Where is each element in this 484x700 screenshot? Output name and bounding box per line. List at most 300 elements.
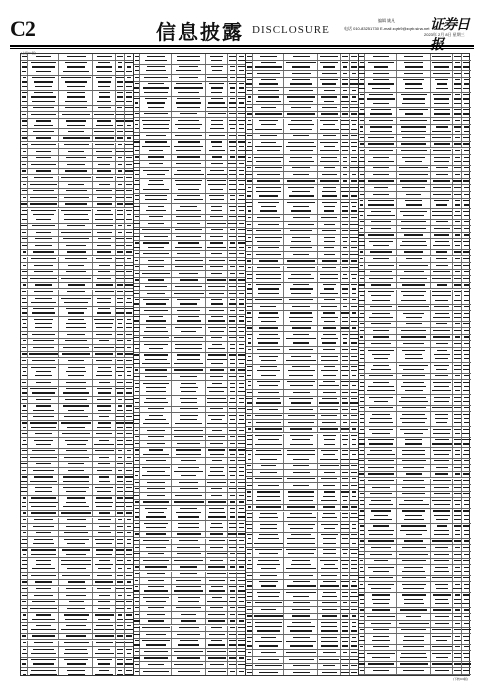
text-line	[464, 422, 469, 423]
text-line	[342, 485, 348, 486]
table-cell	[397, 406, 431, 412]
table-cell	[350, 235, 359, 245]
text-line	[434, 487, 449, 488]
text-line	[359, 663, 365, 664]
table-cell	[341, 229, 350, 235]
text-line	[454, 554, 462, 555]
text-line	[22, 219, 27, 220]
text-line	[403, 313, 423, 314]
text-line	[255, 444, 282, 445]
table-row	[246, 105, 358, 112]
table-cell	[140, 632, 172, 638]
table-cell	[21, 156, 28, 162]
table-cell	[341, 332, 350, 346]
text-line	[259, 385, 277, 386]
text-line	[211, 273, 222, 274]
table-cell	[125, 317, 134, 331]
text-line	[127, 532, 131, 533]
text-line	[464, 467, 468, 468]
table-cell	[365, 582, 397, 592]
table-cell	[341, 298, 350, 304]
table-row	[359, 628, 472, 635]
text-line	[247, 146, 252, 147]
table-cell	[134, 112, 141, 118]
text-line	[455, 534, 461, 535]
text-line	[342, 321, 348, 322]
table-row	[246, 78, 358, 89]
text-line	[258, 392, 280, 393]
text-line	[67, 334, 85, 335]
text-line	[180, 303, 196, 304]
table-cell	[21, 202, 28, 208]
text-line	[238, 607, 244, 608]
text-line	[343, 167, 348, 168]
text-line	[432, 56, 451, 57]
table-cell	[93, 496, 116, 510]
table-cell	[172, 221, 206, 227]
text-line	[257, 349, 280, 350]
text-line	[360, 670, 364, 671]
text-line	[247, 585, 252, 586]
text-line	[145, 369, 168, 370]
text-line	[238, 260, 244, 261]
table-cell	[246, 259, 253, 265]
text-line	[341, 202, 348, 203]
text-line	[147, 293, 164, 294]
table-cell	[206, 97, 229, 111]
text-line	[229, 320, 235, 321]
table-cell	[350, 347, 359, 353]
table-cell	[431, 135, 454, 141]
text-line	[246, 62, 252, 63]
text-line	[352, 496, 356, 497]
text-line	[126, 96, 132, 97]
text-line	[178, 516, 199, 517]
text-line	[65, 340, 87, 341]
text-line	[360, 228, 363, 229]
text-line	[368, 584, 393, 585]
table-cell	[172, 140, 206, 154]
table-cell	[284, 61, 318, 71]
table-row	[134, 228, 246, 235]
text-line	[293, 581, 310, 582]
text-line	[23, 258, 26, 259]
text-line	[373, 636, 388, 637]
text-line	[454, 187, 461, 188]
table-cell	[350, 657, 359, 663]
table-cell	[116, 414, 125, 420]
table-cell	[93, 106, 116, 112]
text-line	[230, 508, 235, 509]
table-cell	[246, 407, 253, 413]
table-cell	[318, 71, 341, 77]
table-cell	[228, 545, 237, 551]
text-line	[289, 409, 313, 410]
table-cell	[206, 241, 229, 251]
text-line	[360, 504, 363, 505]
table-cell	[359, 509, 366, 523]
table-cell	[365, 149, 397, 155]
text-line	[229, 113, 235, 114]
text-line	[134, 560, 139, 561]
table-cell	[431, 374, 454, 380]
table-cell	[125, 641, 134, 647]
table-cell	[431, 662, 454, 668]
table-row	[246, 215, 358, 222]
table-cell	[140, 500, 172, 506]
text-line	[257, 73, 281, 74]
table-cell	[228, 75, 237, 81]
text-line	[359, 390, 364, 391]
table-column	[359, 54, 472, 675]
table-cell	[284, 235, 318, 245]
table-cell	[359, 406, 366, 412]
table-cell	[365, 559, 397, 565]
table-row	[21, 283, 133, 290]
table-cell	[431, 492, 454, 498]
text-line	[180, 408, 198, 409]
table-cell	[21, 558, 28, 572]
text-line	[174, 337, 203, 338]
table-cell	[397, 135, 431, 141]
table-cell	[172, 258, 206, 264]
table-cell	[206, 407, 229, 413]
text-line	[323, 381, 335, 382]
table-cell	[172, 632, 206, 638]
text-line	[23, 519, 26, 520]
table-cell	[206, 612, 229, 618]
text-line	[463, 120, 469, 121]
text-line	[454, 407, 462, 408]
text-line	[230, 363, 234, 364]
text-line	[293, 637, 310, 638]
table-cell	[93, 475, 116, 485]
table-cell	[59, 359, 93, 365]
text-line	[21, 487, 27, 488]
text-line	[238, 580, 244, 581]
text-line	[464, 234, 469, 235]
table-cell	[341, 112, 350, 118]
table-column	[246, 54, 359, 675]
text-line	[321, 338, 338, 339]
text-line	[247, 274, 253, 275]
text-line	[176, 184, 202, 185]
table-cell	[116, 647, 125, 657]
table-cell	[134, 649, 141, 655]
text-line	[22, 190, 27, 191]
text-line	[321, 360, 338, 361]
table-cell	[397, 348, 431, 362]
text-line	[239, 184, 243, 185]
table-cell	[453, 498, 462, 508]
table-cell	[59, 332, 93, 338]
table-cell	[125, 54, 134, 60]
text-line	[464, 515, 469, 516]
table-cell	[206, 336, 229, 342]
table-cell	[172, 118, 206, 132]
table-cell	[253, 590, 285, 600]
table-cell	[228, 54, 237, 64]
text-line	[248, 120, 251, 121]
table-cell	[59, 587, 93, 593]
text-line	[351, 241, 358, 242]
table-cell	[28, 76, 60, 90]
table-cell	[365, 209, 397, 219]
text-line	[247, 496, 251, 497]
table-cell	[140, 251, 172, 257]
text-line	[64, 659, 89, 660]
text-line	[116, 601, 124, 602]
text-line	[98, 649, 110, 650]
text-line	[342, 360, 348, 361]
text-line	[22, 549, 27, 550]
text-line	[404, 540, 424, 541]
text-line	[434, 365, 449, 366]
table-cell	[462, 322, 471, 328]
text-line	[63, 392, 89, 393]
text-line	[229, 331, 235, 332]
table-cell	[134, 669, 141, 675]
table-cell	[21, 414, 28, 420]
text-line	[35, 491, 52, 492]
table-cell	[125, 149, 134, 155]
table-row	[134, 545, 246, 552]
table-row	[359, 61, 472, 72]
text-line	[238, 627, 246, 628]
text-line	[321, 568, 338, 569]
text-line	[454, 317, 461, 318]
text-line	[238, 60, 244, 61]
text-line	[118, 568, 122, 569]
text-line	[454, 215, 462, 216]
text-line	[33, 663, 53, 664]
text-line	[342, 402, 349, 403]
text-line	[400, 429, 428, 430]
table-cell	[462, 276, 471, 282]
text-line	[134, 359, 139, 360]
text-line	[351, 142, 356, 143]
text-line	[22, 629, 27, 630]
table-cell	[431, 185, 454, 191]
table-cell	[21, 136, 28, 142]
text-line	[22, 388, 26, 389]
text-line	[343, 90, 347, 91]
text-line	[248, 560, 251, 561]
text-line	[342, 392, 349, 393]
text-line	[323, 435, 336, 436]
text-line	[23, 184, 26, 185]
table-cell	[397, 270, 431, 276]
table-cell	[28, 345, 60, 351]
table-cell	[206, 480, 229, 486]
table-cell	[172, 448, 206, 458]
text-line	[180, 566, 197, 567]
text-line	[64, 144, 89, 145]
text-line	[292, 609, 310, 610]
text-line	[402, 137, 426, 138]
text-line	[247, 478, 252, 479]
text-line	[125, 353, 133, 354]
text-line	[436, 251, 447, 252]
text-line	[455, 271, 460, 272]
text-line	[125, 144, 132, 145]
table-cell	[246, 390, 253, 396]
text-line	[118, 157, 122, 158]
text-line	[61, 512, 91, 513]
table-cell	[284, 78, 318, 88]
text-line	[399, 554, 428, 555]
table-cell	[341, 119, 350, 133]
text-line	[126, 635, 131, 636]
text-line	[324, 224, 335, 225]
table-cell	[253, 483, 285, 489]
table-cell	[237, 606, 246, 612]
text-line	[97, 312, 111, 313]
table-cell	[350, 601, 359, 607]
table-cell	[206, 271, 229, 277]
text-line	[146, 70, 165, 71]
table-cell	[359, 305, 366, 311]
text-line	[36, 170, 52, 171]
text-line	[143, 124, 170, 125]
text-line	[324, 491, 335, 492]
table-cell	[28, 91, 60, 105]
text-line	[454, 510, 460, 511]
table-cell	[134, 578, 141, 584]
table-cell	[21, 623, 28, 633]
text-line	[455, 623, 460, 624]
table-cell	[318, 614, 341, 620]
text-line	[401, 386, 427, 387]
text-line	[434, 534, 449, 535]
table-cell	[206, 155, 229, 161]
text-line	[400, 609, 427, 610]
text-line	[135, 573, 139, 574]
table-row	[134, 353, 246, 368]
text-line	[230, 671, 235, 672]
table-row	[134, 118, 246, 133]
table-cell	[431, 479, 454, 485]
text-line	[134, 467, 139, 468]
text-line	[127, 526, 132, 527]
table-cell	[246, 573, 253, 579]
text-line	[148, 279, 163, 280]
table-cell	[237, 284, 246, 290]
table-cell	[462, 233, 471, 239]
text-line	[342, 135, 349, 136]
text-line	[368, 62, 393, 63]
table-cell	[359, 651, 366, 661]
table-row	[359, 78, 472, 93]
table-cell	[431, 328, 454, 334]
table-row	[359, 335, 472, 342]
table-cell	[206, 662, 229, 668]
text-line	[341, 284, 349, 285]
table-cell	[453, 559, 462, 565]
table-cell	[341, 397, 350, 407]
text-line	[323, 66, 335, 67]
text-line	[125, 81, 133, 82]
text-line	[63, 405, 90, 406]
table-cell	[28, 397, 60, 403]
table-cell	[134, 54, 141, 64]
text-line	[238, 359, 245, 360]
table-cell	[116, 537, 125, 547]
table-cell	[125, 485, 134, 495]
text-line	[400, 211, 427, 212]
text-line	[247, 602, 251, 603]
table-cell	[125, 438, 134, 448]
table-row	[359, 263, 472, 270]
table-cell	[228, 368, 237, 374]
table-cell	[397, 290, 431, 304]
table-cell	[462, 565, 471, 575]
text-line	[125, 399, 132, 400]
table-cell	[453, 185, 462, 191]
table-cell	[134, 585, 141, 595]
text-line	[248, 538, 251, 539]
text-line	[256, 274, 281, 275]
table-cell	[397, 257, 431, 263]
table-cell	[284, 477, 318, 483]
table-cell	[246, 548, 253, 558]
text-line	[293, 472, 310, 473]
table-cell	[237, 639, 246, 649]
text-line	[369, 422, 393, 423]
text-line	[229, 467, 235, 468]
text-line	[149, 348, 163, 349]
text-line	[230, 195, 234, 196]
table-cell	[341, 490, 350, 504]
text-line	[260, 459, 278, 460]
table-cell	[228, 539, 237, 545]
text-line	[209, 135, 225, 136]
text-line	[34, 319, 53, 320]
table-cell	[172, 572, 206, 578]
table-row	[21, 438, 133, 449]
table-cell	[206, 572, 229, 578]
table-cell	[365, 118, 397, 124]
text-line	[177, 553, 201, 554]
table-row	[134, 578, 246, 585]
newspaper-logo: 证券日报	[430, 17, 469, 53]
table-cell	[125, 61, 134, 75]
table-row	[246, 235, 358, 246]
table-cell	[253, 670, 285, 675]
text-line	[256, 500, 281, 501]
table-cell	[350, 71, 359, 77]
table-row	[21, 600, 133, 607]
text-line	[177, 547, 200, 548]
text-line	[350, 167, 357, 168]
text-line	[176, 607, 201, 608]
table-cell	[116, 455, 125, 461]
text-line	[211, 316, 223, 317]
text-line	[433, 594, 451, 595]
table-cell	[253, 272, 285, 282]
text-line	[351, 564, 356, 565]
text-line	[370, 271, 392, 272]
table-cell	[134, 493, 141, 499]
table-cell	[59, 600, 93, 606]
text-line	[436, 323, 448, 324]
table-row	[359, 54, 472, 61]
table-cell	[431, 172, 454, 178]
table-cell	[359, 662, 366, 668]
table-cell	[453, 593, 462, 607]
text-line	[404, 519, 424, 520]
table-cell	[365, 593, 397, 607]
